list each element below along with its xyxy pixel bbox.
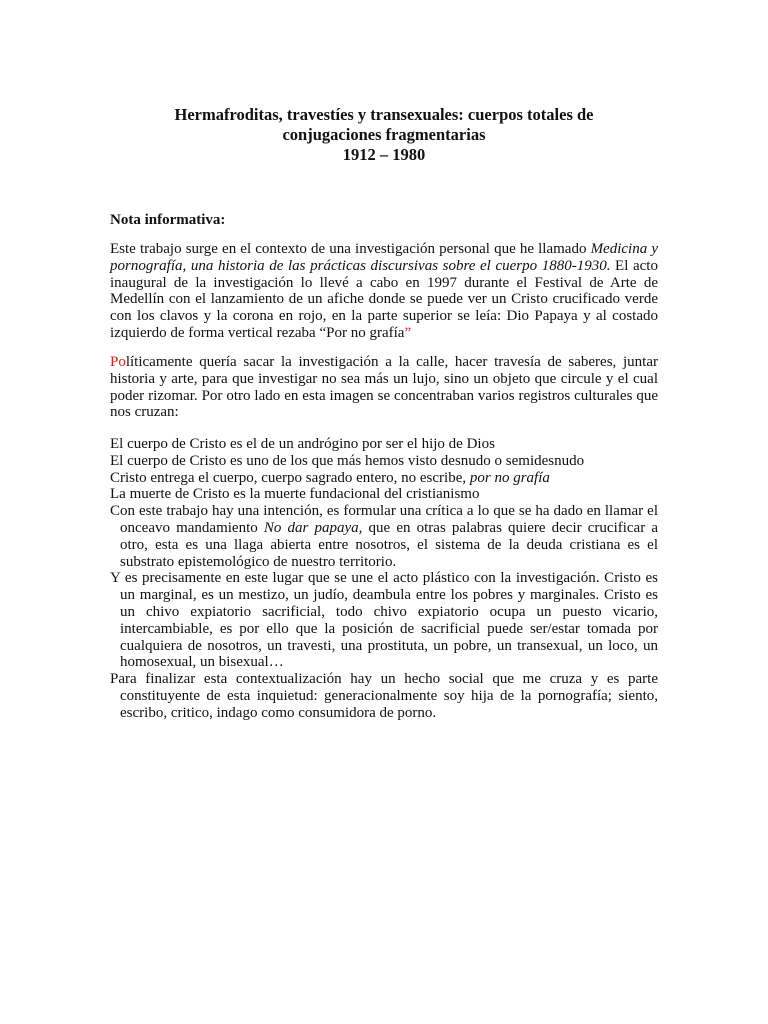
paragraph-intro bbox=[110, 241, 658, 342]
section-heading: Nota informativa: bbox=[110, 212, 226, 228]
paragraph-context-red-start: Po bbox=[110, 354, 126, 370]
closing-quote-mark: ” bbox=[404, 324, 412, 341]
paragraph-intro-italic: Medicina y pornografía, una historia de las prácticas discursivas sobre el cuerpo 1880-1930. bbox=[110, 241, 658, 274]
statement-list bbox=[110, 436, 658, 722]
list-item-text: Con este trabajo hay una intención, es formular una crítica a lo que se ha dado en llamar el onceavo mandamiento bbox=[110, 503, 658, 536]
list-item bbox=[110, 470, 658, 487]
list-item bbox=[110, 503, 658, 570]
paragraph-context-text: líticamente quería sacar la investigación a la calle, hacer travesía de saberes, juntar historia y arte, para que investigar no sea más un lujo, sino un objeto que circule y el cual poder rizomar. Por otro lado en esta imagen se concentraban varios registros culturales que nos cruzan: bbox=[110, 354, 658, 421]
title-line-3: 1912 – 1980 bbox=[342, 145, 426, 164]
list-item: Y es precisamente en este lugar que se une el acto plástico con la investigación. Cristo es un marginal, es un mestizo, un judío, deambula entre los pobres y marginales. Cristo es un chivo expiatorio sacrificial, todo chivo expiatorio ocupa un puesto vicario, intercambiable, es por ello que la posición de sacrificial puede ser/estar tomada por cualquiera de nosotros, un travesti, una prostituta, un pobre, un transexual, un loco, un homosexual, un bisexual… bbox=[110, 570, 658, 671]
list-item: El cuerpo de Cristo es uno de los que más hemos visto desnudo o semidesnudo bbox=[110, 452, 585, 469]
list-item: El cuerpo de Cristo es el de un andrógino por ser el hijo de Dios bbox=[110, 436, 495, 452]
paragraph-intro-text-a: Este trabajo surge en el contexto de una investigación personal que he llamado bbox=[110, 241, 591, 257]
title-line-2: conjugaciones fragmentarias bbox=[282, 125, 486, 144]
list-item-text: que en otras palabras quiere decir crucificar a otro, esta es una llaga abierta entre nosotros, el sistema de la deuda cristiana es el substrato epistemológico de nuestro territorio. bbox=[120, 519, 659, 570]
list-item-text: Cristo entrega el cuerpo, cuerpo sagrado entero, no escribe, bbox=[110, 469, 470, 486]
list-item-italic: por no grafía bbox=[469, 469, 550, 486]
title-line-1: Hermafroditas, travestíes y transexuales: cuerpos totales de bbox=[174, 105, 594, 124]
paragraph-intro-text-b: El acto inaugural de la investigación lo llevé a cabo en 1997 durante el Festival de Arte de Medellín con el lanzamiento de un afiche donde se puede ver un Cristo crucificado verde con los clavos y la corona en rojo, en la parte superior se leía: Dio Papaya y al costado izquierdo de forma vertical rezaba “Por no grafía bbox=[110, 257, 658, 341]
paragraph-context bbox=[110, 354, 658, 421]
list-item: La muerte de Cristo es la muerte fundacional del cristianismo bbox=[110, 486, 480, 503]
list-item: Para finalizar esta contextualización hay un hecho social que me cruza y es parte constituyente de esta inquietud: generacionalmente soy hija de la pornografía; siento, escribo, critico, indago como consumidora de porno. bbox=[110, 671, 658, 721]
document-title bbox=[110, 105, 658, 165]
list-item-italic: No dar papaya, bbox=[263, 519, 363, 536]
